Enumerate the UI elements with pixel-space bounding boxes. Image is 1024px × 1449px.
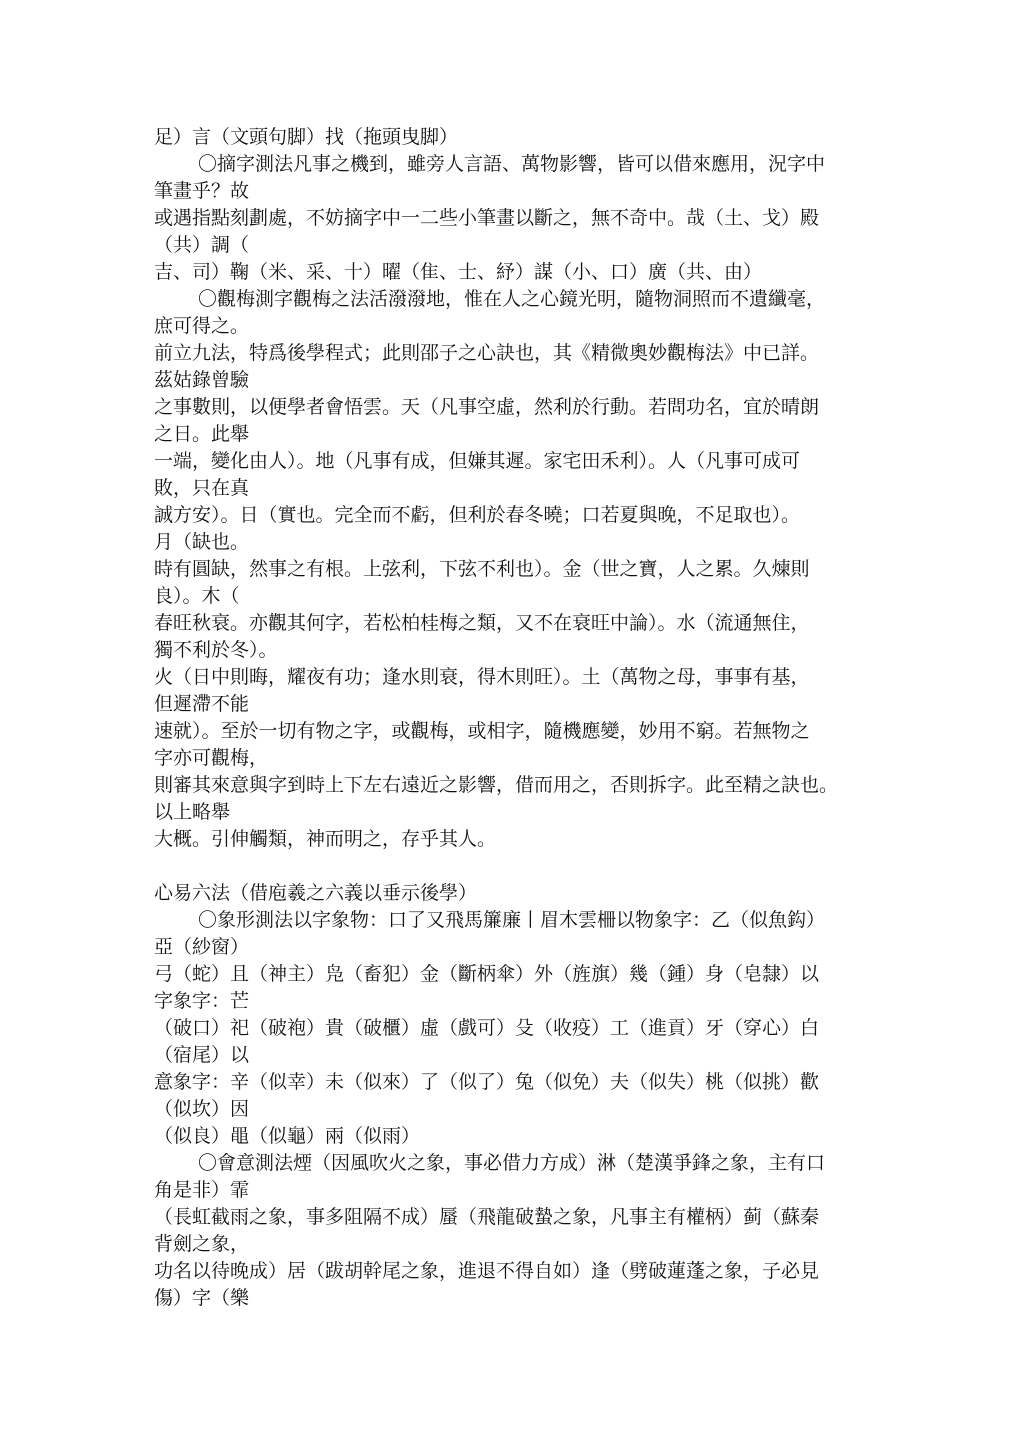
text-line: 或遇指點刻劃處，不妨摘字中一二些小筆畫以斷之，無不奇中。哉（土、戈）殿 <box>154 207 820 229</box>
text-line: 誠方安）。日（實也。完全而不虧，但利於春冬曉；口若夏與晚，不足取也）。 <box>154 504 801 526</box>
text-line: 足）言（文頭句脚）找（拖頭曳脚） <box>154 126 459 148</box>
paragraph-first-line: 〇會意測法煙（因風吹火之象，事必借力方成）淋（楚漢爭鋒之象，主有口 <box>198 1152 826 1174</box>
document-page <box>154 124 870 1312</box>
text-line: 傷）字（樂 <box>154 1287 250 1309</box>
text-line: 意象字：辛（似幸）未（似來）了（似了）兔（似免）夫（似失）桃（似挑）歡 <box>154 1071 820 1093</box>
paragraph-first-line: 〇摘字測法凡事之機到，雖旁人言語、萬物影響，皆可以借來應用，況字中 <box>198 153 826 175</box>
text-line: 角是非）霏 <box>154 1179 250 1201</box>
text-line: 月（缺也。 <box>154 531 250 553</box>
paragraph-first-line: 〇觀梅測字觀梅之法活潑潑地，惟在人之心鏡光明，隨物洞照而不遺纖毫， <box>198 288 826 310</box>
text-line: 之日。此舉 <box>154 423 250 445</box>
text-line: 弓（蛇）且（神主）凫（畜犯）金（斷柄傘）外（旌旗）幾（鍾）身（皂隸）以 <box>154 963 820 985</box>
text-line: 前立九法，特爲後學程式；此則邵子之心訣也，其《精微奧妙觀梅法》中已詳。 <box>154 342 820 364</box>
text-line: 但遲滯不能 <box>154 693 250 715</box>
text-line: （共）調（ <box>154 234 250 256</box>
text-line: 茲姑錄曾驗 <box>154 369 250 391</box>
text-line: 良）。木（ <box>154 585 240 607</box>
text-line: （似良）黽（似龜）兩（似雨） <box>154 1125 421 1147</box>
text-line: 功名以待晚成）居（跋胡幹尾之象，進退不得自如）逢（劈破蓮蓬之象，子必見 <box>154 1260 820 1282</box>
text-line: 大概。引伸觸類，神而明之，存乎其人。 <box>154 828 497 850</box>
text-line: 時有圓缺，然事之有根。上弦利，下弦不利也）。金（世之寶，人之累。久煉則 <box>154 558 810 580</box>
text-line: （宿尾）以 <box>154 1044 250 1066</box>
text-line: 火（日中則晦，耀夜有功；逢水則衰，得木則旺）。土（萬物之母，事事有基， <box>154 666 810 688</box>
text-line: 獨不利於冬）。 <box>154 639 278 661</box>
text-line: 字亦可觀梅， <box>154 747 269 769</box>
text-line: 春旺秋衰。亦觀其何字，若松柏桂梅之類，又不在衰旺中論）。水（流通無住， <box>154 612 810 634</box>
text-line: 則審其來意與字到時上下左右遠近之影響，借而用之，否則拆字。此至精之訣也。 <box>154 774 839 796</box>
text-line: 吉、司）鞠（米、采、十）曜（隹、士、紓）謀（小、口）廣（共、由） <box>154 261 763 283</box>
text-line: 亞（紗窗） <box>154 936 250 958</box>
text-line: 敗，只在真 <box>154 477 250 499</box>
text-line: 背劍之象， <box>154 1233 250 1255</box>
text-line: （破口）祀（破袍）貴（破櫃）虛（戲可）殳（收疫）工（進貢）牙（穿心）白 <box>154 1017 820 1039</box>
text-line: 速就）。至於一切有物之字，或觀梅，或相字，隨機應變，妙用不窮。若無物之 <box>154 720 810 742</box>
text-line: 筆畫乎？故 <box>154 180 250 202</box>
text-line: 心易六法（借庖羲之六義以垂示後學） <box>154 882 478 904</box>
paragraph-first-line: 〇象形測法以字象物：口了又飛馬簾廉丨眉木雲柵以物象字：乙（似魚鈎） <box>198 909 826 931</box>
text-line: （長虹截雨之象，事多阻隔不成）蜃（飛龍破蟄之象，凡事主有權柄）蓟（蘇秦 <box>154 1206 820 1228</box>
text-line: （似坎）因 <box>154 1098 250 1120</box>
text-line: 以上略舉 <box>154 801 231 823</box>
text-line: 字象字：芒 <box>154 990 250 1012</box>
text-line: 一端，變化由人）。地（凡事有成，但嫌其遲。家宅田禾利）。人（凡事可成可 <box>154 450 801 472</box>
text-line: 之事數則，以便學者會悟雲。天（凡事空虛，然利於行動。若問功名，宜於晴朗 <box>154 396 820 418</box>
paragraph-gap <box>154 853 870 880</box>
text-line: 庶可得之。 <box>154 315 250 337</box>
